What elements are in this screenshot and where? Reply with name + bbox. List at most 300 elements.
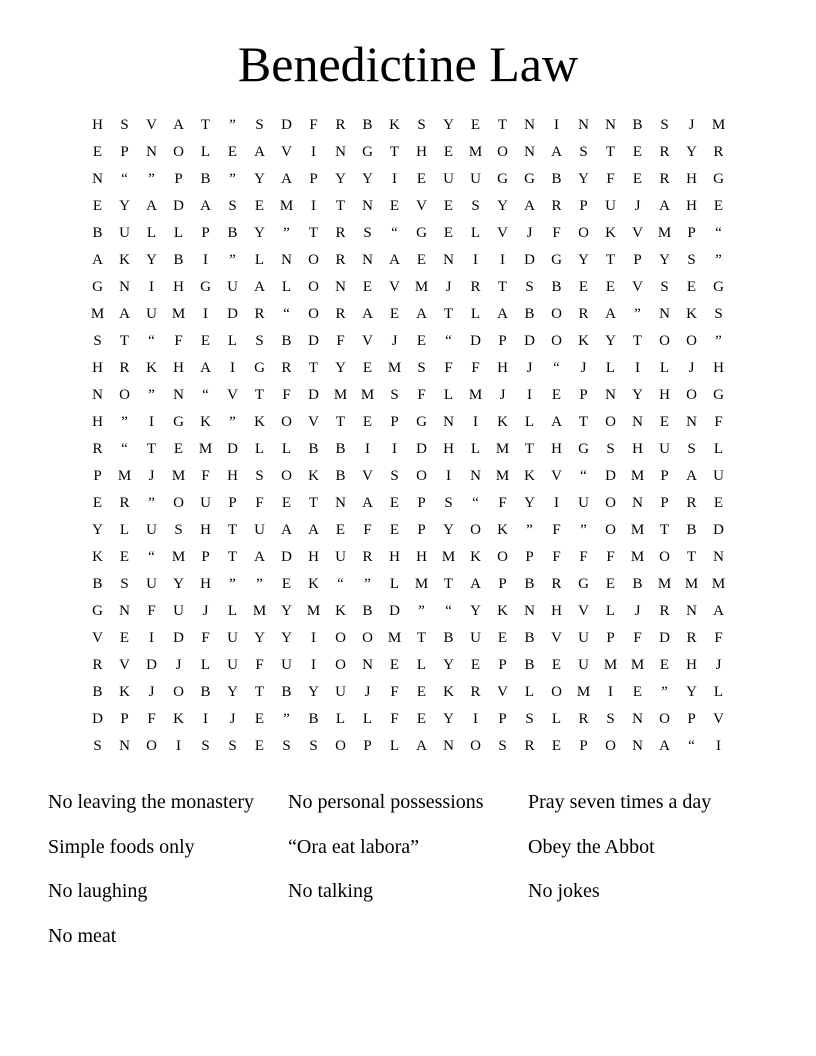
grid-cell: E [605,279,616,295]
grid-cell: K [605,225,616,241]
grid-cell: L [281,279,292,295]
grid-cell: J [526,225,533,241]
grid-cell: V [281,144,292,160]
grid-cell: E [389,495,400,511]
grid-cell: S [606,711,615,727]
grid-cell: A [119,306,130,322]
grid-cell: E [281,495,292,511]
grid-cell: Y [524,495,535,511]
grid-cell: J [688,117,695,133]
grid-cell: J [526,360,533,376]
grid-cell: A [254,549,265,565]
grid-cell: M [414,279,429,295]
grid-cell: O [173,495,184,511]
grid-cell: V [119,657,130,673]
grid-cell: L [227,333,238,349]
grid-cell: T [443,576,454,592]
grid-cell: F [282,387,291,403]
grid-cell: Y [254,225,265,241]
grid-cell: L [146,225,157,241]
grid-cell: B [524,306,535,322]
grid-cell: O [362,630,373,646]
grid-row [84,652,732,679]
grid-row [84,625,732,652]
grid-cell: E [227,144,238,160]
grid-cell: S [525,711,534,727]
grid-cell: N [281,252,292,268]
grid-cell: A [92,252,103,268]
grid-cell: S [606,441,615,457]
grid-cell: O [470,738,481,754]
grid-cell: P [660,468,669,484]
grid-cell: N [443,414,454,430]
grid-cell: F [255,495,264,511]
grid-cell: B [92,225,103,241]
grid-cell: E [578,279,589,295]
grid-cell: J [445,279,452,295]
grid-cell: J [148,684,155,700]
grid-cell: K [497,414,508,430]
grid-cell: I [149,414,154,430]
grid-cell: G [578,441,589,457]
grid-cell: N [632,414,643,430]
grid-cell: H [416,549,427,565]
grid-cell: S [120,576,129,592]
grid-cell: T [497,117,508,133]
grid-cell: R [362,549,373,565]
grid-cell: ” [256,576,263,592]
word-list-item: No laughing [48,880,148,902]
grid-cell: A [281,522,292,538]
grid-cell: T [416,630,427,646]
grid-cell: N [524,144,535,160]
grid-cell: B [362,117,373,133]
grid-cell: Y [281,603,292,619]
grid-cell: Y [443,117,454,133]
grid-cell: N [335,279,346,295]
grid-cell: I [311,144,316,160]
grid-cell: D [173,630,184,646]
grid-cell: B [524,576,535,592]
grid-cell: E [200,333,211,349]
grid-cell: V [632,225,643,241]
grid-cell: H [389,549,400,565]
grid-cell: A [470,576,481,592]
grid-cell: L [659,360,670,376]
grid-cell: “ [148,333,155,349]
grid-cell: J [634,603,641,619]
grid-cell: A [497,306,508,322]
grid-cell: F [579,549,588,565]
grid-cell: A [254,144,265,160]
grid-cell: D [308,387,319,403]
grid-cell: V [713,711,724,727]
grid-cell: S [93,738,102,754]
grid-cell: G [200,279,211,295]
grid-cell: D [227,306,238,322]
grid-cell: D [227,441,238,457]
grid-cell: D [146,657,157,673]
grid-cell: H [200,576,211,592]
grid-cell: A [254,279,265,295]
grid-cell: I [716,738,721,754]
grid-cell: P [687,711,696,727]
grid-cell: D [281,549,292,565]
grid-cell: S [417,117,426,133]
grid-cell: G [92,279,103,295]
grid-cell: D [281,117,292,133]
grid-cell: T [254,387,265,403]
grid-cell: T [227,549,238,565]
grid-cell: F [255,657,264,673]
grid-cell: O [335,630,346,646]
grid-cell: Y [605,333,616,349]
grid-cell: I [473,414,478,430]
grid-cell: U [335,684,346,700]
word-list-item: “Ora eat labora” [288,835,420,858]
grid-cell: H [92,360,103,376]
grid-row [84,490,732,517]
grid-cell: R [551,576,562,592]
grid-cell: L [416,657,427,673]
grid-cell: R [335,252,346,268]
grid-cell: S [390,387,399,403]
grid-cell: O [659,549,670,565]
grid-row [84,517,732,544]
grid-cell: O [281,414,292,430]
grid-cell: V [497,684,508,700]
grid-cell: F [201,630,210,646]
grid-cell: G [551,252,562,268]
grid-cell: I [203,306,208,322]
grid-cell: M [495,468,510,484]
grid-cell: L [389,576,400,592]
grid-cell: G [416,225,427,241]
grid-cell: T [308,225,319,241]
grid-cell: S [228,198,237,214]
grid-cell: “ [121,441,128,457]
grid-cell: P [579,738,588,754]
grid-cell: B [362,603,373,619]
grid-cell: L [443,387,454,403]
grid-cell: J [580,360,587,376]
grid-cell: S [579,144,588,160]
grid-cell: E [497,630,508,646]
grid-cell: G [497,171,508,187]
grid-cell: O [281,468,292,484]
grid-cell: E [362,279,373,295]
grid-cell: B [335,441,346,457]
grid-cell: L [713,441,724,457]
grid-cell: N [335,144,346,160]
grid-cell: T [605,144,616,160]
grid-cell: R [335,117,346,133]
grid-row [84,382,732,409]
grid-cell: R [686,495,697,511]
grid-cell: N [713,549,724,565]
grid-row [84,220,732,247]
grid-cell: J [715,657,722,673]
grid-cell: P [633,252,642,268]
grid-cell: T [578,414,589,430]
grid-cell: B [524,657,535,673]
grid-cell: U [659,441,670,457]
grid-cell: E [713,495,724,511]
grid-cell: V [92,630,103,646]
grid-cell: M [117,468,132,484]
grid-cell: N [443,252,454,268]
grid-cell: K [119,684,130,700]
grid-cell: R [470,279,481,295]
grid-cell: O [308,252,319,268]
grid-cell: L [389,738,400,754]
grid-cell: E [92,495,103,511]
grid-cell: S [444,495,453,511]
grid-cell: E [443,144,454,160]
grid-cell: ” [148,495,155,511]
grid-cell: A [173,117,184,133]
grid-cell: R [254,306,265,322]
word-search-grid [84,112,732,760]
grid-cell: P [174,171,183,187]
grid-cell: V [227,387,238,403]
grid-cell: R [524,738,535,754]
grid-row [84,166,732,193]
grid-cell: H [713,360,724,376]
grid-cell: K [335,603,346,619]
grid-cell: O [308,279,319,295]
grid-cell: N [524,603,535,619]
grid-cell: U [470,171,481,187]
grid-cell: E [551,387,562,403]
grid-row [84,598,732,625]
grid-cell: B [551,279,562,295]
grid-cell: P [498,333,507,349]
grid-cell: I [365,441,370,457]
grid-cell: K [308,576,319,592]
grid-cell: R [470,684,481,700]
grid-cell: R [659,603,670,619]
grid-cell: L [551,711,562,727]
grid-cell: J [148,468,155,484]
grid-cell: M [630,549,645,565]
grid-cell: M [630,468,645,484]
grid-cell: R [713,144,724,160]
grid-cell: T [227,522,238,538]
grid-cell: N [632,711,643,727]
grid-cell: M [414,576,429,592]
grid-cell: A [362,306,373,322]
grid-cell: S [93,333,102,349]
grid-cell: O [497,549,508,565]
grid-row [84,733,732,760]
grid-cell: P [498,576,507,592]
grid-cell: N [578,117,589,133]
grid-cell: ” [121,414,128,430]
grid-cell: G [173,414,184,430]
grid-cell: “ [202,387,209,403]
grid-cell: Y [497,198,508,214]
grid-cell: H [632,441,643,457]
grid-cell: P [606,630,615,646]
grid-cell: O [578,225,589,241]
grid-cell: ” [418,603,425,619]
grid-cell: A [200,360,211,376]
grid-cell: “ [715,225,722,241]
grid-cell: T [524,441,535,457]
grid-cell: I [473,711,478,727]
grid-cell: I [446,468,451,484]
grid-cell: I [392,171,397,187]
grid-cell: U [227,657,238,673]
grid-cell: T [335,198,346,214]
grid-cell: A [362,495,373,511]
grid-cell: O [119,387,130,403]
grid-cell: M [441,549,456,565]
grid-cell: Y [308,684,319,700]
grid-cell: H [443,441,454,457]
grid-cell: S [282,738,291,754]
grid-cell: B [200,171,211,187]
grid-cell: L [335,711,346,727]
grid-cell: H [497,360,508,376]
grid-row [84,436,732,463]
grid-cell: D [308,333,319,349]
grid-cell: O [308,306,319,322]
grid-cell: O [173,144,184,160]
grid-cell: E [713,198,724,214]
grid-cell: S [417,360,426,376]
grid-cell: F [552,225,561,241]
grid-cell: J [229,711,236,727]
grid-cell: M [684,576,699,592]
grid-cell: K [686,306,697,322]
grid-cell: G [416,414,427,430]
grid-cell: V [632,279,643,295]
grid-cell: S [498,738,507,754]
grid-cell: E [416,252,427,268]
grid-cell: ” [229,171,236,187]
grid-cell: R [92,657,103,673]
grid-cell: F [444,360,453,376]
grid-cell: V [146,117,157,133]
grid-cell: ” [229,117,236,133]
grid-cell: B [308,711,319,727]
grid-cell: E [686,279,697,295]
grid-cell: P [363,738,372,754]
grid-cell: U [470,630,481,646]
grid-cell: O [335,738,346,754]
grid-cell: “ [580,468,587,484]
grid-cell: Y [119,198,130,214]
grid-cell: E [389,198,400,214]
grid-cell: ” [148,171,155,187]
grid-cell: T [146,441,157,457]
grid-cell: J [634,198,641,214]
grid-cell: Y [362,171,373,187]
grid-cell: E [254,198,265,214]
grid-cell: R [119,495,130,511]
grid-cell: K [389,117,400,133]
grid-cell: N [92,387,103,403]
grid-cell: Y [254,171,265,187]
grid-row [84,355,732,382]
grid-cell: E [362,360,373,376]
grid-cell: H [551,603,562,619]
grid-cell: G [92,603,103,619]
grid-cell: E [362,414,373,430]
grid-cell: O [605,414,616,430]
grid-cell: K [92,549,103,565]
grid-cell: Y [254,630,265,646]
grid-cell: I [392,441,397,457]
grid-cell: N [443,738,454,754]
grid-cell: N [605,387,616,403]
grid-cell: T [308,360,319,376]
grid-cell: S [228,738,237,754]
grid-row [84,139,732,166]
grid-cell: A [200,198,211,214]
grid-cell: E [632,171,643,187]
grid-cell: ” [715,252,722,268]
grid-cell: A [686,468,697,484]
grid-cell: P [390,414,399,430]
grid-cell: H [173,279,184,295]
grid-cell: A [308,522,319,538]
grid-cell: F [633,630,642,646]
grid-cell: V [308,414,319,430]
grid-cell: Y [146,252,157,268]
word-list-item: No leaving the monastery [48,791,255,813]
grid-cell: K [254,414,265,430]
grid-cell: M [657,225,672,241]
grid-cell: U [119,225,130,241]
grid-cell: L [281,441,292,457]
grid-cell: M [279,198,294,214]
grid-cell: P [120,711,129,727]
grid-cell: Y [686,684,697,700]
grid-cell: M [90,306,105,322]
grid-cell: D [92,711,103,727]
grid-cell: A [416,738,427,754]
grid-cell: L [119,522,130,538]
grid-cell: T [308,495,319,511]
grid-cell: U [281,657,292,673]
grid-cell: G [578,576,589,592]
grid-cell: N [524,117,535,133]
grid-cell: A [389,252,400,268]
grid-cell: N [119,603,130,619]
grid-cell: M [387,630,402,646]
grid-cell: D [605,468,616,484]
page-title: Benedictine Law [237,36,579,92]
grid-cell: E [389,522,400,538]
grid-cell: M [495,441,510,457]
grid-cell: F [147,711,156,727]
grid-row [84,193,732,220]
grid-cell: S [363,225,372,241]
grid-cell: U [227,279,238,295]
grid-cell: B [308,441,319,457]
grid-cell: K [119,252,130,268]
grid-cell: A [551,414,562,430]
grid-cell: B [200,684,211,700]
grid-cell: S [255,333,264,349]
grid-cell: G [713,387,724,403]
grid-cell: N [632,738,643,754]
grid-cell: O [686,333,697,349]
grid-cell: P [228,495,237,511]
